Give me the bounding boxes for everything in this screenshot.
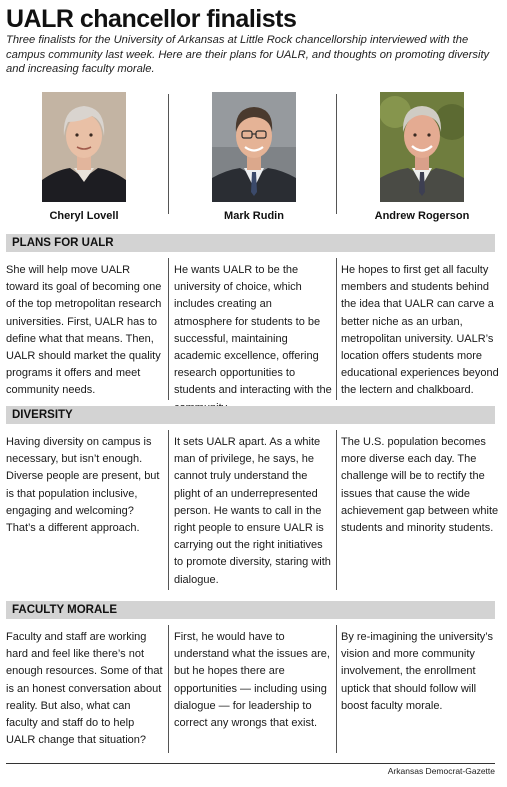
plans-rudin: He wants UALR to be the university of choice, which includes creating an atmosphere for students to be successful, maintaining academic excellence, offering research opportunities to students and interacting with the <box>174 264 332 397</box>
column-divider <box>168 430 169 590</box>
column-divider <box>168 94 169 214</box>
morale-lovell: Faculty and staff are working hard and feel like there’s not enough resources. Some of that is an honest conversation about reality. But also, what can faculty and staff do to help UALR change that situation? <box>6 631 163 747</box>
headline: UALR chancellor finalists <box>6 5 297 33</box>
candidate-name: Mark Rudin <box>224 210 284 222</box>
section-heading-plans: PLANS FOR UALR <box>6 234 495 252</box>
column-divider <box>336 430 337 590</box>
candidate-name: Andrew Rogerson <box>374 210 470 222</box>
column-divider <box>336 625 337 753</box>
candidate-photos <box>0 88 507 228</box>
plans-rogerson: He hopes to first get all faculty members and students behind the idea that UALR can carve a better niche as an urban, metropolitan university. UALR’s location offers students more educational experiences beyond the lectern and chalkboard. <box>341 264 499 397</box>
column-divider <box>168 258 169 400</box>
column-divider <box>168 625 169 753</box>
photo-andrew-rogerson <box>380 92 464 202</box>
morale-rudin: First, he would have to understand what the issues are, but he hopes there are opportunities — including using dialogue — for leadership to correct any wrongs that exist. <box>174 631 330 730</box>
intro-text: Three finalists for the University of Arkansas at Little Rock chancellorship interviewed with the campus community last week. Here are their plans for UALR, and thoughts on promoting diversity and increasing faculty morale. <box>6 34 490 75</box>
candidate-lovell <box>0 88 168 228</box>
diversity-rudin: It sets UALR apart. As a white man of privilege, he says, he cannot truly understand the plight of an underrepresented person. He wants to call in the right people to ensure UALR is carrying out the right initiatives to promote diversity, staring with dialogue. <box>174 436 331 586</box>
candidate-rogerson <box>338 88 506 228</box>
bottom-rule <box>6 763 495 764</box>
column-divider <box>336 94 337 214</box>
section-heading-diversity: DIVERSITY <box>6 406 495 424</box>
diversity-lovell: Having diversity on campus is necessary, but isn’t enough. Diverse people are present, but is that population inclusive, engaging and welcoming? That’s a different approach. <box>6 436 160 535</box>
photo-cheryl-lovell <box>42 92 126 202</box>
section-heading-faculty-morale: FACULTY MORALE <box>6 601 495 619</box>
candidate-name: Cheryl Lovell <box>49 210 119 222</box>
morale-rogerson: By re-imagining the university’s vision and more community involvement, the enrollment uptick that should follow will boost faculty morale. <box>341 631 494 712</box>
column-divider <box>336 258 337 400</box>
diversity-rogerson: The U.S. population becomes more diverse each day. The challenge will be to rectify the issues that cause the wide achievement gap between white students and minority students. <box>341 436 499 535</box>
plans-lovell: She will help move UALR toward its goal of becoming one of the top metropolitan research universities. First, UALR has to define what that means. Then, UALR should market the quality programs it offers and meet community needs. <box>6 264 162 397</box>
candidate-rudin <box>170 88 338 228</box>
source-credit: Arkansas Democrat-Gazette <box>387 766 495 776</box>
photo-mark-rudin <box>212 92 296 202</box>
